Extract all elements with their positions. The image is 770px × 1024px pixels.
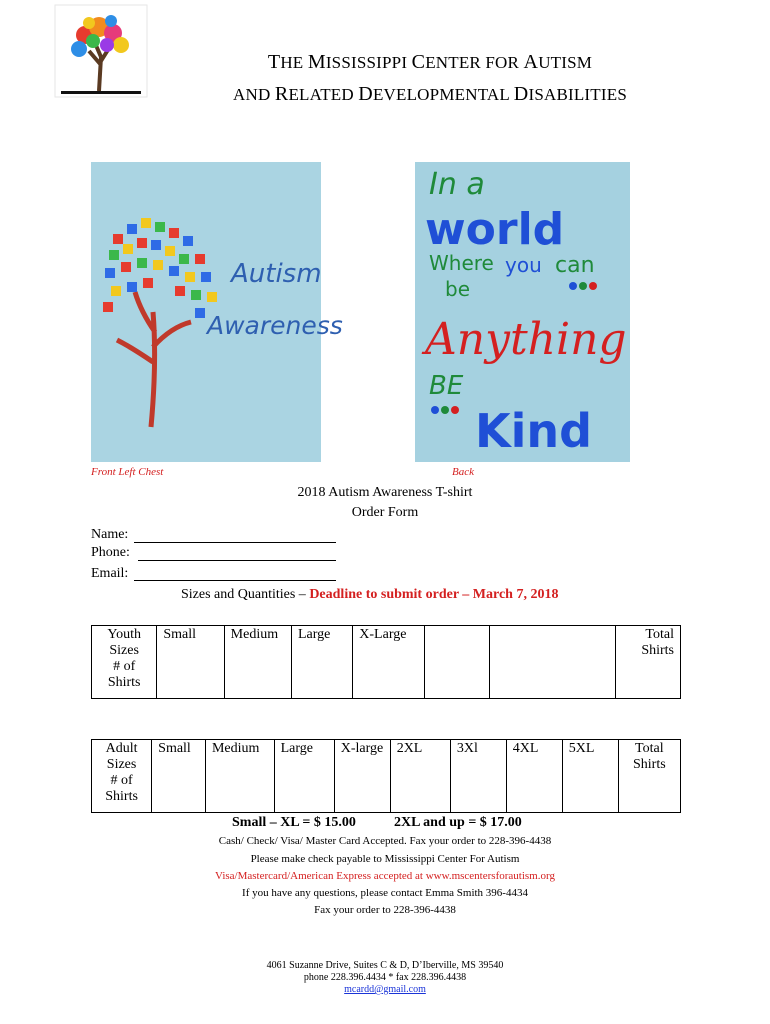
- org-title-line2: AND RELATED DEVELOPMENTAL DISABILITIES: [233, 83, 627, 105]
- sizes-label: Sizes and Quantities –: [181, 587, 310, 602]
- front-text-awareness: Awareness: [207, 311, 343, 340]
- front-text-autism: Autism: [231, 259, 322, 289]
- sizes-deadline-line: [181, 587, 558, 603]
- adult-2xl-cell[interactable]: 2XL: [390, 740, 450, 813]
- back-text-where: Where: [429, 251, 494, 275]
- phone-label: Phone:: [91, 545, 130, 560]
- name-label: Name:: [91, 527, 129, 542]
- adult-large-cell[interactable]: Large: [274, 740, 334, 813]
- adult-row-label: Adult Sizes # of Shirts: [92, 740, 152, 813]
- youth-large-cell[interactable]: Large: [291, 626, 352, 699]
- front-caption: Front Left Chest: [91, 466, 164, 478]
- adult-xlarge-cell[interactable]: X-large: [334, 740, 390, 813]
- back-text-anything: Anything: [425, 314, 627, 365]
- form-heading-title: 2018 Autism Awareness T-shirt: [297, 485, 473, 500]
- footer-email-link[interactable]: mcardd@gmail.com: [344, 984, 426, 995]
- youth-row-label: Youth Sizes # of Shirts: [92, 626, 157, 699]
- youth-medium-cell[interactable]: Medium: [224, 626, 291, 699]
- back-text-in-a: In a: [429, 167, 485, 202]
- adult-size-table: [91, 739, 681, 813]
- back-text-you: you: [505, 253, 542, 277]
- payment-check-line: Please make check payable to Mississippi Center For Autism: [250, 853, 520, 865]
- back-text-be: be: [445, 277, 470, 301]
- phone-field[interactable]: [138, 560, 336, 561]
- back-text-can: can: [555, 253, 595, 278]
- back-caption: Back: [452, 466, 474, 478]
- youth-size-table: [91, 625, 681, 699]
- payment-accepted-line: Cash/ Check/ Visa/ Master Card Accepted. Fax your order to 228-396-4438: [218, 835, 552, 847]
- payment-online-line[interactable]: Visa/Mastercard/American Express accepted at www.mscentersforautism.org: [215, 870, 555, 882]
- adult-5xl-cell[interactable]: 5XL: [562, 740, 618, 813]
- adult-medium-cell[interactable]: Medium: [205, 740, 274, 813]
- adult-total-cell[interactable]: Total Shirts: [618, 740, 680, 813]
- back-design-image: [415, 162, 630, 462]
- footer-address: 4061 Suzanne Drive, Suites C & D, D’Iberville, MS 39540: [266, 960, 504, 971]
- youth-small-cell[interactable]: Small: [157, 626, 224, 699]
- youth-total-cell[interactable]: Total Shirts: [615, 626, 680, 699]
- back-text-kind: Kind: [475, 404, 593, 458]
- front-design-image: [91, 162, 343, 462]
- name-field[interactable]: [134, 542, 336, 543]
- email-field[interactable]: [134, 580, 336, 581]
- form-heading-subtitle: Order Form: [351, 505, 419, 520]
- back-text-be-caps: BE: [429, 371, 464, 401]
- adult-4xl-cell[interactable]: 4XL: [506, 740, 562, 813]
- footer-email-container: [0, 984, 770, 995]
- org-title-line1: THE MISSISSIPPI CENTER FOR AUTISM: [267, 51, 593, 73]
- youth-xlarge-cell[interactable]: X-Large: [353, 626, 424, 699]
- youth-blank-cell-1[interactable]: [424, 626, 489, 699]
- deadline-text: Deadline to submit order – March 7, 2018: [309, 587, 559, 602]
- adult-3xl-cell[interactable]: 3Xl: [450, 740, 506, 813]
- price-2xl-up: 2XL and up = $ 17.00: [394, 815, 522, 830]
- back-text-world: world: [425, 204, 565, 255]
- footer-phone-fax: phone 228.396.4434 * fax 228.396.4438: [303, 972, 467, 983]
- adult-small-cell[interactable]: Small: [152, 740, 206, 813]
- youth-blank-cell-2[interactable]: [489, 626, 615, 699]
- contact-line: If you have any questions, please contact Emma Smith 396-4434: [242, 887, 528, 899]
- center-logo: [55, 5, 147, 97]
- fax-line: Fax your order to 228-396-4438: [314, 904, 456, 916]
- price-small-xl: Small – XL = $ 15.00: [232, 815, 356, 830]
- email-label: Email:: [91, 566, 129, 581]
